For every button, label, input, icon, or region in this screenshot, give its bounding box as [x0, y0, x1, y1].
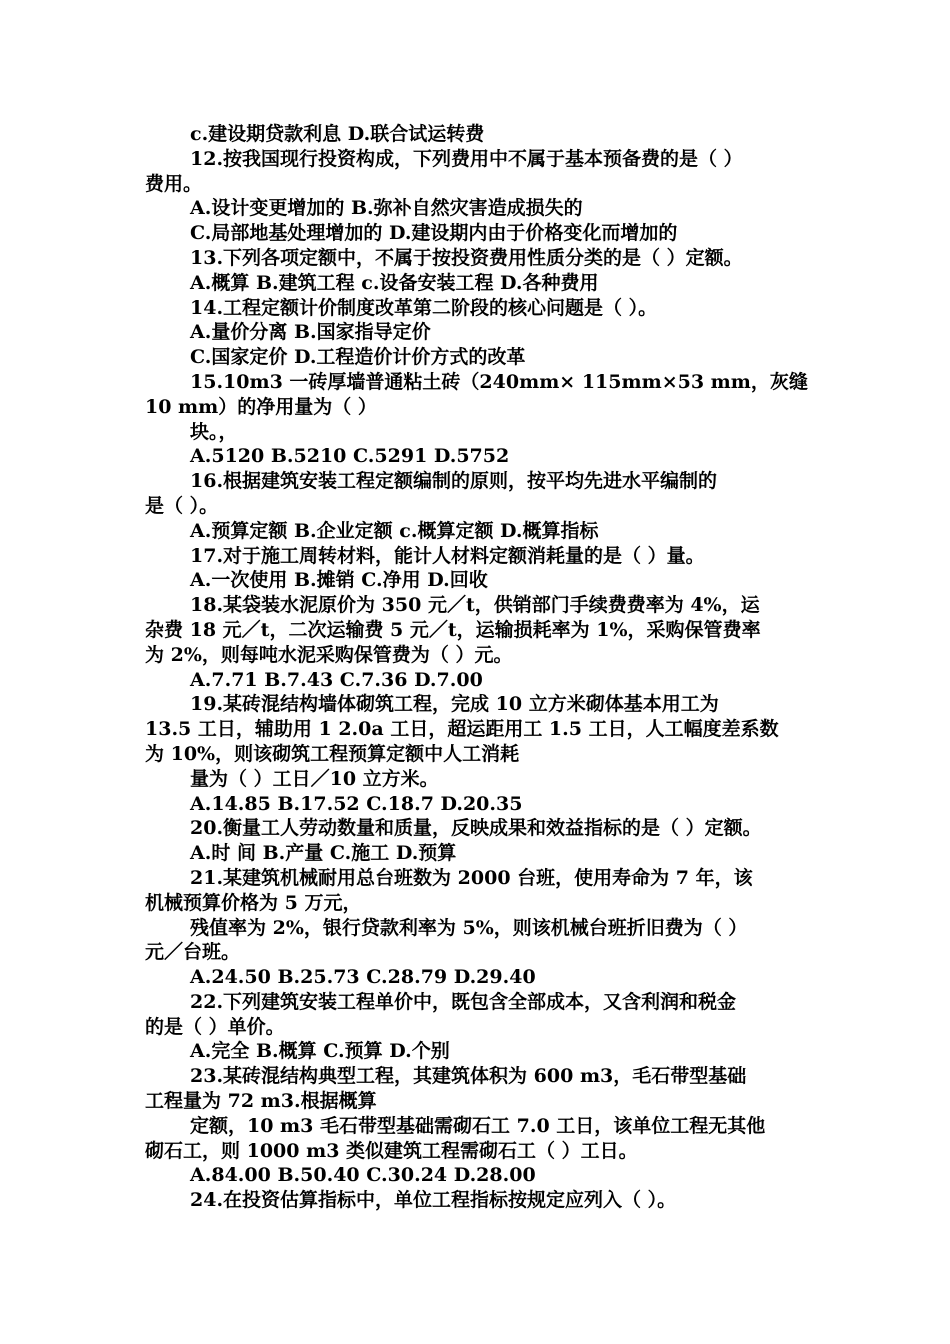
text-line: 残值率为 2%，银行贷款利率为 5%，则该机械台班折旧费为（ ）: [190, 916, 748, 939]
text-line: 定额，10 m3 毛石带型基础需砌石工 7.0 工日，该单位工程无其他: [190, 1114, 766, 1137]
text-line: A.量价分离 B.国家指导定价: [190, 321, 431, 344]
text-line: 17.对于施工周转材料，能计人材料定额消耗量的是（ ）量。: [190, 544, 705, 567]
text-line: 16.根据建筑安装工程定额编制的原则，按平均先进水平编制的: [190, 470, 718, 493]
text-line: 机械预算价格为 5 万元，: [145, 891, 362, 914]
text-line: 13.下列各项定额中，不属于按投资费用性质分类的是（ ）定额。: [190, 246, 743, 269]
text-line: 22.下列建筑安装工程单价中，既包含全部成本，又含利润和税金: [190, 990, 737, 1013]
text-line: A.一次使用 B.摊销 C.净用 D.回收: [190, 569, 488, 592]
text-line: 为 10%，则该砌筑工程预算定额中人工消耗: [145, 742, 520, 765]
text-line: 的是（ ）单价。: [145, 1015, 285, 1038]
text-line: 块。，: [190, 420, 238, 443]
text-line: A.完全 B.概算 C.预算 D.个别: [190, 1040, 450, 1063]
text-line: 18.某袋装水泥原价为 350 元／t，供销部门手续费费率为 4%，运: [190, 594, 760, 617]
text-line: A.5120 B.5210 C.5291 D.5752: [190, 445, 510, 468]
text-line: 砌石工，则 1000 m3 类似建筑工程需砌石工（ ）工日。: [145, 1139, 638, 1162]
text-line: 21.某建筑机械耐用总台班数为 2000 台班，使用寿命为 7 年，该: [190, 866, 753, 889]
text-line: 19.某砖混结构墙体砌筑工程，完成 10 立方米砌体基本用工为: [190, 693, 719, 716]
text-line: A.设计变更增加的 B.弥补自然灾害造成损失的: [190, 197, 583, 220]
text-line: A.7.71 B.7.43 C.7.36 D.7.00: [190, 668, 483, 691]
text-line: 是（ ）。: [145, 494, 219, 517]
text-line: 24.在投资估算指标中，单位工程指标按规定应列入（ ）。: [190, 1189, 677, 1212]
text-line: C.局部地基处理增加的 D.建设期内由于价格变化而增加的: [190, 222, 678, 245]
text-line: C.国家定价 D.工程造价计价方式的改革: [190, 346, 526, 369]
text-line: A.预算定额 B.企业定额 c.概算定额 D.概算指标: [190, 519, 599, 542]
document-body: [145, 122, 825, 1213]
text-line: 元／台班。: [145, 941, 241, 964]
text-line: A.14.85 B.17.52 C.18.7 D.20.35: [190, 792, 523, 815]
text-line: A.概算 B.建筑工程 c.设备安装工程 D.各种费用: [190, 271, 599, 294]
text-line: 10 mm）的净用量为（ ）: [145, 395, 377, 418]
text-line: 15.10m3 一砖厚墙普通粘土砖（240mm× 115mm×53 mm，灰缝: [190, 370, 808, 393]
text-line: 量为（ ）工日／10 立方米。: [190, 767, 439, 790]
text-line: 20.衡量工人劳动数量和质量，反映成果和效益指标的是（ ）定额。: [190, 817, 762, 840]
text-line: c.建设期贷款利息 D.联合试运转费: [190, 123, 485, 145]
text-line: 杂费 18 元／t，二次运输费 5 元／t，运输损耗率为 1%，采购保管费率: [145, 618, 761, 641]
text-line: 费用。: [145, 172, 203, 195]
text-line: A.24.50 B.25.73 C.28.79 D.29.40: [190, 966, 536, 989]
text-line: 为 2%，则每吨水泥采购保管费为（ ）元。: [145, 643, 513, 666]
text-line: 工程量为 72 m3.根据概算: [145, 1090, 377, 1113]
text-line: 14.工程定额计价制度改革第二阶段的核心问题是（ ）。: [190, 296, 658, 319]
text-line: 13.5 工日，辅助用 1 2.0a 工日，超运距用工 1.5 工日，人工幅度差系数: [145, 718, 779, 741]
text-line: A.时 间 B.产量 C.施工 D.预算: [190, 842, 457, 865]
text-line: 23.某砖混结构典型工程，其建筑体积为 600 m3，毛石带型基础: [190, 1065, 747, 1088]
text-line: A.84.00 B.50.40 C.30.24 D.28.00: [190, 1164, 536, 1187]
text-line: 12.按我国现行投资构成，下列费用中不属于基本预备费的是（ ）: [190, 147, 743, 170]
